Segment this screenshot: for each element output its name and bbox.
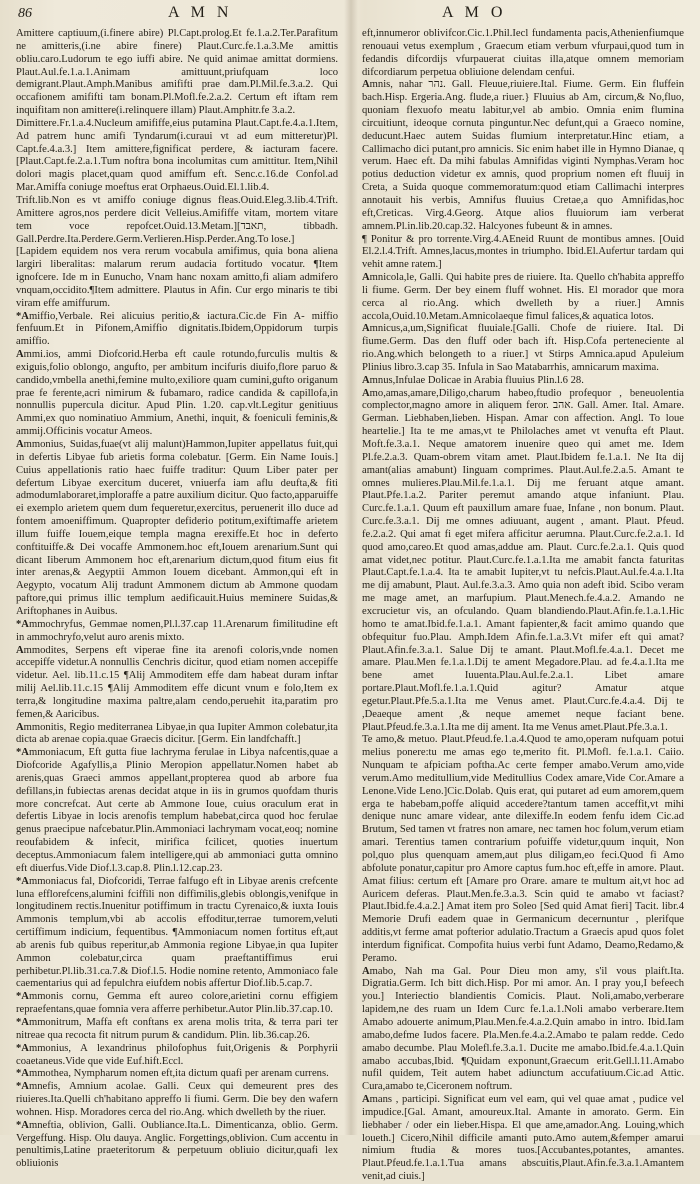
dictionary-entry: *Amneftia, oblivion, Galli. Oubliance.Ita.L. Dimenticanza, oblio. Germ. Vergeffung. Hisp. Olu dauya. Anglic. Forgettings,oblivion. Cum accentu in penultimis,Latine praeteritorum & perpetuum obliuio dicitur,quafi lex obliuionis xyxy=(16,1119,338,1170)
dictionary-entry: *Ammochryfus, Gemmae nomen,Pl.l.37.cap 11.Arenarum fimilitudine eft in ammochryfo,velut auro arenis mixto. xyxy=(16,618,338,643)
dictionary-entry: *Amnefis, Amnium acolae. Galli. Ceux qui demeurent pres des riuieres.Ita.Quelli ch'habitano appreffo li fiumi. Germ. Die bey den wafern wohnen. Hisp. Moradores cerca del rio.Ang. which dwelleth by the riuer. xyxy=(16,1081,338,1118)
dictionary-entry: Ammonitis, Regio mediterranea Libyae,in qua Iupiter Ammon colebatur,ita dicta ab arenae copia.quae Graecis dicitur. [Germ. Ein landfchafft.] xyxy=(16,721,338,746)
dictionary-entry: *Ammoniacus fal, Diofcoridi, Terrae falfugo eft in Libyae arenis crefcente luna efflorefcens,alumini fciffili non diffimilis,glebis oblongis,venifque in longitudinem rectis.Inuenitur potiffimum in tractu Cyrenaico,& iuxta Iouis Ammonis templum,vbi ab accolis effoditur,terrae tumorem,veluti certiffimum indicium, fequentibus. ¶Ammoniacum nomen fortitus eft,aut ab arenis fub quibus reperitur,ab Ammonia regione Libyae,in qua Iupiter Ammon colebatur,circa quam praeftantiffimus erui perhibetur.Pl.lib.31.ca.7.& Diof.l.5. Hodie nomine retento, Ammoniaco fale caementarius qui ad fepulchra eiufdem nobis affertur Diof.lib.5.cap.7. xyxy=(16,875,338,990)
dictionary-entry: Amabo, Nah ma Gal. Pour Dieu mon amy, s'il vous plaift.Ita. Digratia.Germ. Ich bitt dich.Hisp. Por mi amor. An. I pray you,I befeech you.] Interiectio blandientis Comicis. Plaut. Noli,amabo,verberare lapidem,ne des ruam un Idem Curc fe.1.a.1.Noli amabo verberare.Item Amabo adouerte animum,Plau.Men.fe.4.a.2.Quin amabo in intro. Ibid.Iam amabo,defme Iudos facere. Pla.Men.fe.4.a.2.Amabo te palam redde. Cedo amabo decumbe. Plau Molefl.fe.3.a.1. Ducite me amabo.Ibid.fe.4.a.1.Quin amabo accubas,Ibid. ¶Quidam exponunt,Graecum erit.Gell.l.11.Amabo nufil quidem, Teit autem habet adiunctum accufatiuum.Cic.ad Attic. Cura,amabo te,Ciceronem noftrum. xyxy=(362,965,684,1093)
dictionary-entry: *Amiffio,Verbale. Rei alicuius peritio,& iactura.Cic.de Fin A- miffio fenfuum.Et in Pifonem,Amiffio dignitatis.Ibidem,Oppidorum turpis amiffio. xyxy=(16,310,338,348)
dictionary-entry: Amnus,Infulae Dolicae in Arabia fluuius Plin.l.6 28. xyxy=(362,374,584,386)
dictionary-entry: *Ammonius, A lexandrinus philofophus fuit,Origenis & Porphyrii coaetaneus.Vide que vide Euf.hift.Eccl. xyxy=(16,1042,338,1067)
page-gutter xyxy=(344,0,358,1135)
dictionary-entry: Ammonius, Suidas,fuae(vt alij malunt)Hammon,Iupiter appellatus fuit,qui in defertis Libyae fub arietis forma colebatur. [Germ. Ein Name Iouis.] Cuius appellationis ratio haec fuiffe traditur: Quum Liber pater per defertum Libyae exercitum duceret, vniuerfa iam aflu deufta,& fiti admodumlaboraret,imploraffe a patre auxilium dicitur. Quo facto,apparuiffe ei exemplo arietem quem dum fequeretur,exercitus, peruenerit illo duce ad fontem amoeniffimum. Quapropter defiderio potitum,exiftimaffe arietem illum fuiffe Iouem,eique templa magna erexiffe.Et hoc in deferto conftituiffe.& Dei vocaffe Ammonem.hoc eft,Iouem arenarium.Sunt qui dicant Iiberum Ammonem hoc eft,arenarium dictum,quod fitum eius fit inter arenas,& Aegyptii Ammon Iouem dicebant. Ammon,qui eft in Aegypto, vocatum Alij tradunt Ammonem dictum ab Ammone quodam paftore,qui primus illic templum aedificauit.Huius meminere Suidas,& Ariftophanes in Auibus. xyxy=(16,439,338,617)
left-column xyxy=(16,28,338,1170)
left-running-head: A M N xyxy=(168,4,233,21)
left-page-header xyxy=(18,4,338,26)
dictionary-entry: *Ammothea, Nympharum nomen eft,ita dictum quafi per arenam currens. xyxy=(16,1068,329,1080)
dictionary-entry: Amnicus,a,um,Significat fluuiale.[Galli. Chofe de riuiere. Ital. Di fiume.Germ. Das den fluff oder bach ift. Hisp.Cofa perteneciente al rio.Ang.which belongeth to a riuer.] vt Stirps Amnica.apud Apuleium Plinius libro.3.cap 35. Infula in Sao Matabarrhis, amnicarum maxima. xyxy=(362,323,684,373)
dictionary-entry: Ammi.ios, ammi Diofcorid.Herba eft caule rotundo,furculis multis & exiguis,folio oblongo, angufto, per ambitum incifuris diuifo,flore paruo & candido,vmbella anethi,femine multo,exiliore quam cumini,gufto origanum prae fe ferente,acri nimirum & fubamaro, radice candida & capillofa,in nonnullis pupercula dicitur. Apud Plin. 1.20. cap.vlt.Legitur genitiuus Ammi,ex quo nominatiuo Ammium, Anethi, inquit, & foeniculi feminis,& ammij.Officinis vocatur Ameos. xyxy=(16,349,338,438)
dictionary-entry: *Ammonitrum, Maffa eft conftans ex arena molis trita, & terra pari ter nitreae qua recocta fit nitrum purum & candidum. Plin. lib.36.cap.26. xyxy=(16,1016,338,1041)
dictionary-entry: Amittere captiuum,(i.finere abire) Pl.Capt.prolog.Et fe.1.a.2.Ter.Parafitum ne amitteris,(i.ne abire finere) Plaut.Curc.fe.1.a.3.Me amittis obliu.caro.Ludorum te ego iuffi abire. Ne quid animae amittat dormiens. Plaut.Aul.fe.1.a.1.Animam amittuunt,priufquam loco demigrant.Plaut.Amph.Manibus amififti prae dam.Pl.Mil.fe.3.a.2. Qui occafionem amififti tam bonam.Pl.Mofl.fe.2.a.2. Certum eft iftam rem inquifitam non amittere(i.relinquere illam) Plaut.Amphitr.fe 3.a.2. xyxy=(16,28,338,117)
dictionary-entry: ¶ Ponitur & pro torrente.Virg.4.AEneid Ruunt de montibus amnes. [Ouid El.2.l.4.Trift. Amnes,lacus,montes in triumpho. Ibid.El.Aufertur tardam qui vehit amne ratem.] xyxy=(362,233,684,271)
right-page-header xyxy=(362,4,682,26)
dictionary-entry: Amnis, nahar נהר. Gall. Fleuue,riuiere.Ital. Fiume. Germ. Ein fluffein bach.Hisp. Ergeria.Ang. flude,a riuer.} Fluuius ab Am, circum,& No,fluo, quoniam flexuofo meatu labitur,vel ab ambio. Omnia enim flumina circuitiunt, ideoque cornuta pinguntur.Nec defunt,qui a Graeco nomine, deducunt.Haec autem Suidas flumium interpretatur.Hinc etiam, a Callimacho dici putant,pro amnicis. Sic enim habet ille in Hymno Dianae, q verum. Haec eft. Da mihi fabulas Amnifidas viginti Nymphas.Veram hoc potius deduction videtur ex amnis, quod proprium nomen eft fluuij in Creta, a Suida quoque commemoratum:quod etiam Callimachi interpres annotauit his verbis, Amnifus fluuius Cretae,a quo Amnifidas,hoc eft,Creticas. Virg.4.Georg. Atque alios fluuiorum iam verberat amnem.Pl.in.lib.20.cap.32. Halcyones fubeunt & in amnes. xyxy=(362,79,684,232)
dictionary-entry: Amo,amas,amare,Diligo,charum habeo,ftudio profequor , beneuolentia complector,magno amore in aliquem feror. אהב. Gall. Amer. Ital. Amare. German. Liebhaben,lieben. Hispan. Amar con affection. Angl. To loue heartelie.] Ita te me amas,vt te Philolaches amet vt venufta eft Plaut. Moft.fe.3.a.1. Neque amatorem inuenire queo qui amet me. Idem Pl.fe.2.a.3. Quam-obrem vitam amet. Plaut.Ibidem fe.1.a.1. Ne Ita dij amant(alias amabunt) Iinguam comprimes. Plaut.Aul.fe.2.a.5. Amant te omnes mulieres.Plau.Mil.fe.1.a.1. Dij me feruant atque amant. Plaut.Pfe.1.a.2. Pariter peremut amando atque infaniunt. Plau. Curc.fe.1.a.1. Quum eft pauxillum amare fuae, Infane , non bonum. Plaut. Curc.fe.3.a.1. Dij me omnes adiuuant, augent , amant. Plaut. Pfeud. fe.2.a.2. Qui amat fi eget mifera afficitur aerumna. Plaut.Curc.fe.2.a.1. Id quod amo,careo.Et quod amas,addue am. Plaut. Curc.fe.2.a.1. Quis quod amat videt,nec potitur. Plaut.Curc.fe.1.a.1.Ita me amabit fancta faturitas Plaut.Capt.fe.1.a.4. Ita te amabit Iupiter,vt tu nefcis.Plaut.Aul.fe.4.a.1.Ita me dij amabunt, Plaut. Aul.fe.3.a.3. Amo quia non adeft ibid. Scibo veram me mage amet, an marfupium. Plaut.Menech.fe.4.a.2. Amando ne excrucietur vis, an ofculando. Quam blandiendo.Plaut.Afin.fe.1.a.1.Hic homo te amat.Ibid.fe.1.a.1. Amant fapienter,& facit amimo quando que obfequitur fuo.Plau. Amph.Idem Afin.fe.1.a.3.Vt mifer eft qui amat? Plaut.Afin.fe.3.a.1. Salue Dij te amant. Plaut.Mofl.fe.4.a.1. Decet me amare. Plau.Men fe.1.a.1.Dij te ament Megadore.Plau. ad fe.4.a.1.Ita me bene amet Iuuenta.Plau.Aul.fe.2.a.1. Libet amare portare.Plaut.Mofl.fe.1.a.1.Quid agitur? Amatur atque egetur.Plaut.Pfe.5.a.1.Ita me Venus amet. Plaut.Curc.fe.4.a.4. Dij te ,Deaeque ament ,& neque amemet neque faciant bene. Plaut.Pfeud.fe.3.a.1.Ita me dij ament. Ita me Venus amet.Plaut.Pfe.3.a.1. xyxy=(362,387,684,733)
dictionary-entry: eft,innumeror oblivifcor.Cic.1.Phil.Iecl fundamenta pacis,Athenienfiumque renouaui vetus exemplum , Graecum etiam verbum vfurpaui,quod tum in fedandis difcordijs vfurpauerat ciuitas illa,atque omnem memoriam difcordiarum perpetua obliuione delendam cenfui. xyxy=(362,28,684,78)
dictionary-entry: Trift.lib.Non es vt amiffo coniuge dignus fleas.Ouid.Eleg.3.lib.4.Trift. Amittere agros,nos perdere dicit Velleius.Amififfe vitam, mortem vitare tem voce repofcet.Ouid.13.Metam.][תאבד, tibbadh. Gall.Perdre.Ita.Perdere.Germ.Verlieren.Hisp.Perder.Ang.To lose.] xyxy=(16,194,338,245)
dictionary-entry: Ammodites, Serpens eft viperae fine ita arenofi coloris,vnde nomen accepiffe videtur.A nonnullis Cenchris dicitur, quod etiam nomen accepiffe videtur. Ael. lib.11.c.15 ¶Alij Ammoditem effe dam habeat duram inftar milij Ael.lib.11.c.15 ¶Alij Ammoditem effe dicunt vnum e folo,Item ex terra,& longitudine maxima paltre,alam cendo,peruehit ita,paratim pro femen,& Aaricibus. xyxy=(16,644,338,720)
right-column xyxy=(362,28,684,1183)
dictionary-entry: *Ammonis cornu, Gemma eft aureo colore,arietini cornu effigiem repraefentans,quae fomnia vera afferre perhibetur.Autor Plin.lib.37.cap.10. xyxy=(16,991,338,1016)
dictionary-entry: Amans , participi. Significat eum vel eam, qui vel quae amat , pudice vel impudice.[Gal. Amant, amoureux.Ital. Amante in amorato. Germ. Ein liebhaber / oder ein lieber.Hispa. El que ame,amador.Ang. Louing,which loueth.] Cicero,Nihil difficile amanti puto.Amo autem,&femper amarui nimium ftudia & mores tuos.[Accubantes,potantes, amantes. Plaut.Pfeud.fe.1.a.1.Tua amans abscuitis,Plaut.Afin.fe.3.a.1.Amantem venit,ad ciuis.] xyxy=(362,1094,684,1183)
dictionary-entry: Dimittere.Fr.1.a.4.Nucleum amififfe,eius putamina Plaut.Capt.fe.4.a.1.Item, Ad patrem hunc amifi Tyndarum(i.curaui vt ad eum mitteretur)Pl. Capt.fe.4.a.3.] Item amittere,fignificat perdere, & iacturam facere. [Plaut.Capt.fe.2.a.1.Tum noftra bona incolumitas cum amittitur. Item,Nihil dolori magis placet,quam quod amiffum eft. Senc.c.16.de Confol.ad Mar.Amiffa coniuge moeftus erat Orphaeus.Ouid.El.1.lib.4. xyxy=(16,117,338,194)
dictionary-entry: Amnicola,le, Galli. Qui habite pres de riuiere. Ita. Quello ch'habita appreffo li fiume. Germ. Der bey einem fluff wohnet. His. El morador que mora cerca al rio.Ang. which dwelleth by a riuer.] Amnis accola,Ouid.10.Metam.Amnicolaeque fimul falices,& aquatica lotos. xyxy=(362,272,684,322)
dictionary-entry: Te amo,& metuo. Plaut.Pfeud.fe.1.a.4.Quod te amo,operam nufquam potui melius ponere:tu me amas ego te,merito fit. Pl.Mofl. fe.1.a.1. Caiio. Nunquam te afpiciam poftha.Ac certe femper amabo.Verum amo,vide verum.Amo meditullium,vide Meditullius Codex amare,Vide Cor.Amare a Lenone.Vide Leno.]Cic.Dolab. Quis erat, qui putaret ad eum amorem,quem erga te habebam,poffe aliquid accedere?tantum tamen acceffit,vt mihi denique nunc amare videar, ante dilexiffe.In eodem fenfu idem Cic.ad Brutum, Sed tamen vt fratres non amare, nec tamen hoc folum,verum etiam amari. Terentius tamen contrarium pofuiffe videtur,quum inquit, Non pol,quo plus quenquam amem,aut plus diligam,eo feci.Quod fi Amo abfolute ponatur,capitur pro Amore captus fum.hoc eft,effe in amore. Plaut. Amat filius: certum eft [Amare pro Orare. amare te multum ait,vt hoc ad Auricem deferas. Plaut.Men.fe.3.a.3. Scin quid te amabo vt faciast? Plaut.Ibid.fe.4.a.2.] Amat item pro Soleo [Sed quid Amat fieri] Tacit. libr.4 Memorie Drufi eadem quae in Germanicum decernuntur , plerifque additis,vt ferme amat pofterior adulatio.Tractum a Graecis apud quos folet interdum fignificat. Compofita huius verbi funt Adamo, Deamo,Redamo,& Peramo. xyxy=(362,734,684,964)
page-number: 86 xyxy=(18,6,32,21)
dictionary-entry: *Ammoniacum, Eft gutta fiue lachryma ferulae in Libya nafcentis,quae a Diofcoride Agafyllis,a Plinio Meropion appellatur.Nomen habet ab arenis,quas Graeci ammos appellant,propterea quod ab arbore fua defillans,in fubiectas arenas decidat atque in iis in grumos quofdam thuris more concrefcat. Aut certe ab Ammone Ioue, cuius oraculum erat in defertis Libyae in locis arenofis templum habebat,circa quod hoc ferulae genus praecipue nafcebatur.Plin.Ammoniaci lachrymam vocat,eoq; nomine reoufabidem & infecit, mirifica fcilicet, quoties inuertum deceptus.Ammoniacum falem intelligere,qui ab ammoniaci gutta omnino eft diuerfus.Vide Diof.l.3.cap.8. Plin.l.12.cap.23. xyxy=(16,747,338,874)
right-running-head: A M O xyxy=(442,4,507,21)
dictionary-entry: [Lapidem equidem nos vera rerum vocabula amifimus, quia bona aliena largiri liberalitas: malarum rerum audacia fortitudo vocatur. ¶Item ignofcere. Ide m in Eunucho, Vnam hanc noxam amitto,fi aliam admifero vnquam,occidito.¶Item admittere. Plautus in Afin. Cur ergo minaris te tibi viram effe amiffurum. xyxy=(16,246,338,309)
